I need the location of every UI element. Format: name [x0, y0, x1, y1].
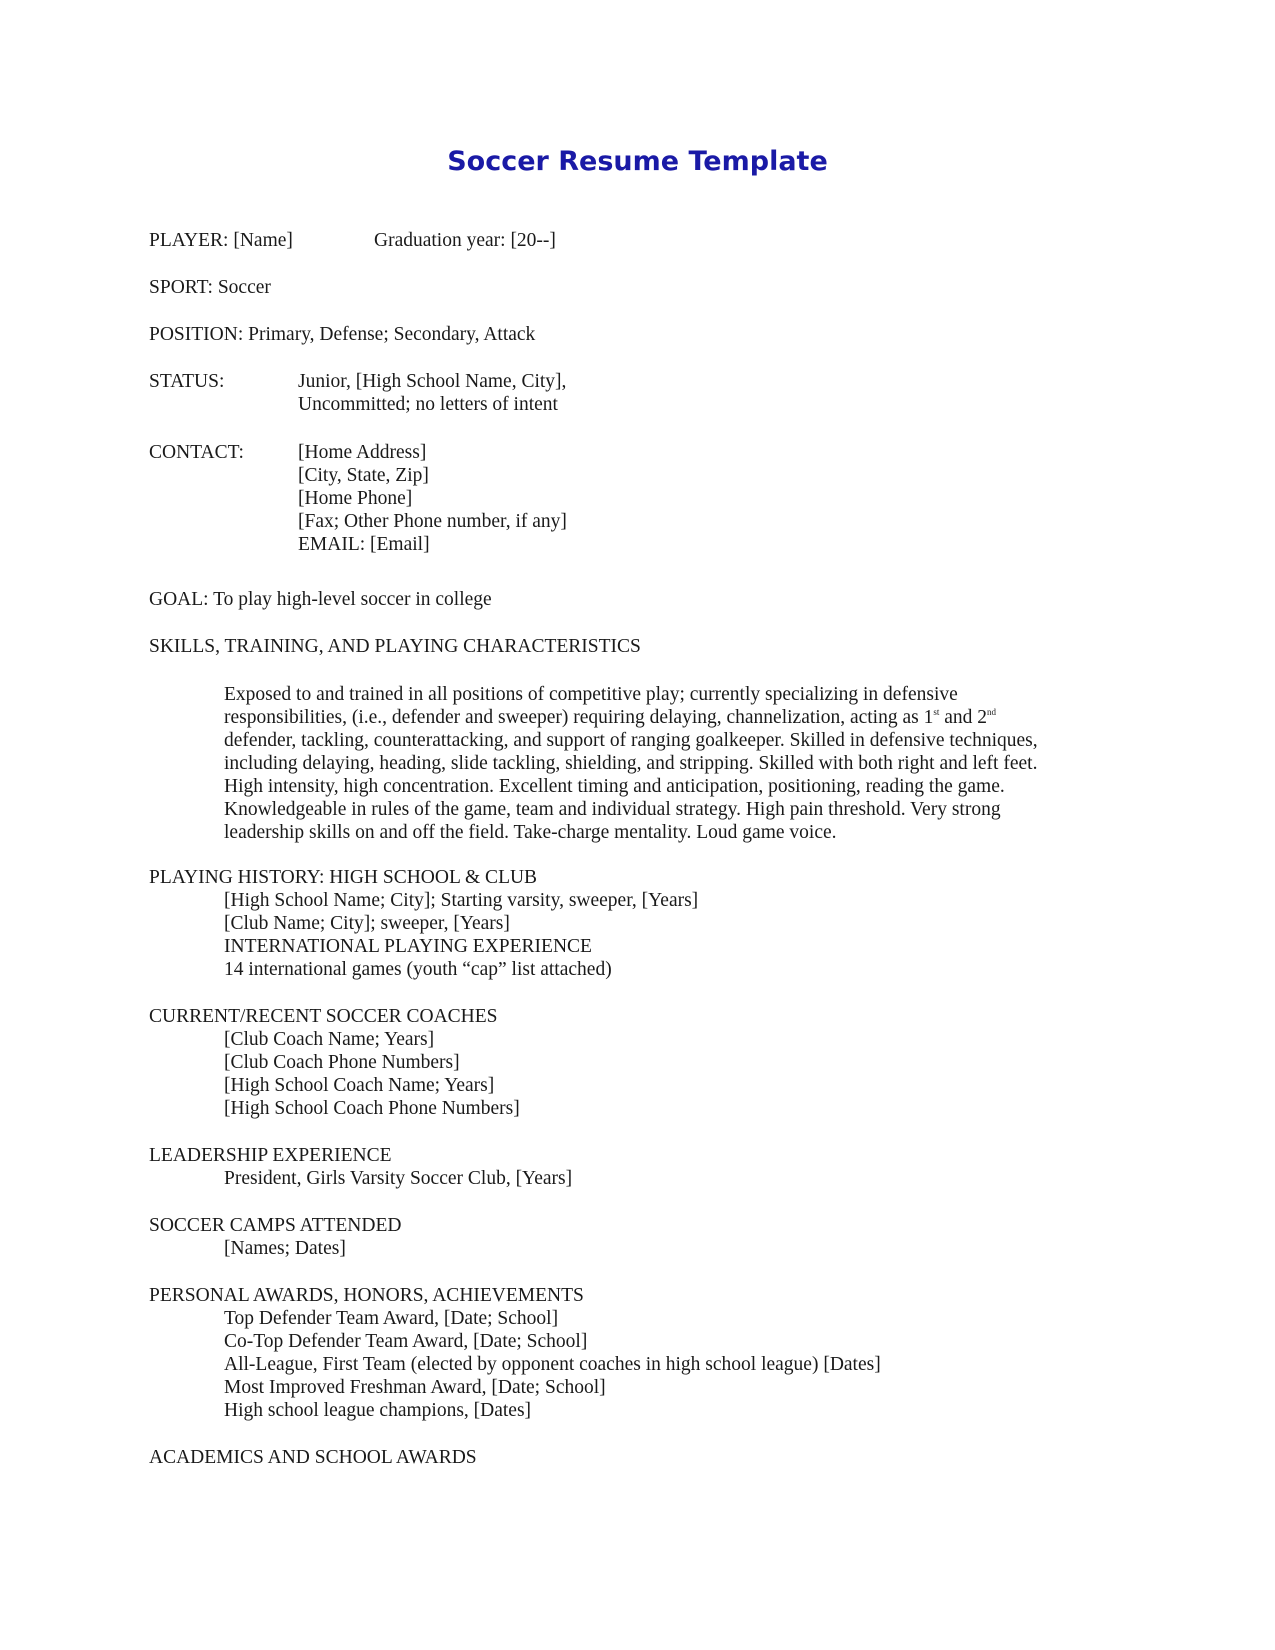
status-line: Junior, [High School Name, City],	[298, 371, 567, 392]
skills-heading: SKILLS, TRAINING, AND PLAYING CHARACTERISTICS	[149, 636, 641, 657]
coaches-heading: CURRENT/RECENT SOCCER COACHES	[149, 1006, 498, 1027]
list-item: [Club Name; City]; sweeper, [Years]	[224, 913, 510, 934]
list-item: 14 international games (youth “cap” list attached)	[224, 959, 612, 980]
list-item: Most Improved Freshman Award, [Date; School]	[224, 1377, 606, 1398]
list-item: All-League, First Team (elected by opponent coaches in high school league) [Dates]	[224, 1354, 881, 1375]
position: POSITION: Primary, Defense; Secondary, Attack	[149, 324, 536, 345]
skills-line: leadership skills on and off the field. Take-charge mentality. Loud game voice.	[224, 822, 837, 843]
contact-line: [Home Address]	[298, 442, 427, 463]
contact-line: [City, State, Zip]	[298, 465, 429, 486]
playing-history-heading: PLAYING HISTORY: HIGH SCHOOL & CLUB	[149, 867, 538, 888]
skills-line: Knowledgeable in rules of the game, team and individual strategy. High pain threshold. Very strong	[224, 799, 1001, 820]
skills-line: defender, tackling, counterattacking, and support of ranging goalkeeper. Skilled in defensive techniques,	[224, 730, 1038, 751]
academics-heading: ACADEMICS AND SCHOOL AWARDS	[149, 1447, 477, 1468]
graduation-year: Graduation year: [20--]	[374, 230, 556, 251]
sport: SPORT: Soccer	[149, 277, 271, 298]
list-item: INTERNATIONAL PLAYING EXPERIENCE	[224, 936, 592, 957]
list-item: [Club Coach Name; Years]	[224, 1029, 435, 1050]
skills-line: responsibilities, (i.e., defender and sweeper) requiring delaying, channelization, acting as 1st and 2nd	[224, 707, 997, 728]
list-item: [High School Name; City]; Starting varsity, sweeper, [Years]	[224, 890, 699, 911]
camps-heading: SOCCER CAMPS ATTENDED	[149, 1215, 402, 1236]
player-name: PLAYER: [Name]	[149, 230, 293, 251]
list-item: Co-Top Defender Team Award, [Date; School]	[224, 1331, 588, 1352]
list-item: [High School Coach Phone Numbers]	[224, 1098, 520, 1119]
contact-label: CONTACT:	[149, 442, 244, 463]
contact-line: [Home Phone]	[298, 488, 413, 509]
awards-heading: PERSONAL AWARDS, HONORS, ACHIEVEMENTS	[149, 1285, 584, 1306]
contact-email: EMAIL: [Email]	[298, 534, 430, 555]
skills-line: including delaying, heading, slide tackling, shielding, and stripping. Skilled with both right and left feet.	[224, 753, 1038, 774]
goal: GOAL: To play high-level soccer in college	[149, 589, 492, 610]
list-item: High school league champions, [Dates]	[224, 1400, 532, 1421]
list-item: [Club Coach Phone Numbers]	[224, 1052, 460, 1073]
list-item: [Names; Dates]	[224, 1238, 346, 1259]
status-label: STATUS:	[149, 371, 225, 392]
contact-line: [Fax; Other Phone number, if any]	[298, 511, 567, 532]
list-item: [High School Coach Name; Years]	[224, 1075, 495, 1096]
list-item: Top Defender Team Award, [Date; School]	[224, 1308, 559, 1329]
skills-line: High intensity, high concentration. Excellent timing and anticipation, positioning, reading the game.	[224, 776, 1005, 797]
document-title: Soccer Resume Template	[447, 146, 828, 177]
list-item: President, Girls Varsity Soccer Club, [Years]	[224, 1168, 573, 1189]
status-line: Uncommitted; no letters of intent	[298, 394, 558, 415]
skills-line: Exposed to and trained in all positions of competitive play; currently specializing in defensive	[224, 684, 958, 705]
leadership-heading: LEADERSHIP EXPERIENCE	[149, 1145, 392, 1166]
skills-paragraph	[224, 683, 1104, 844]
